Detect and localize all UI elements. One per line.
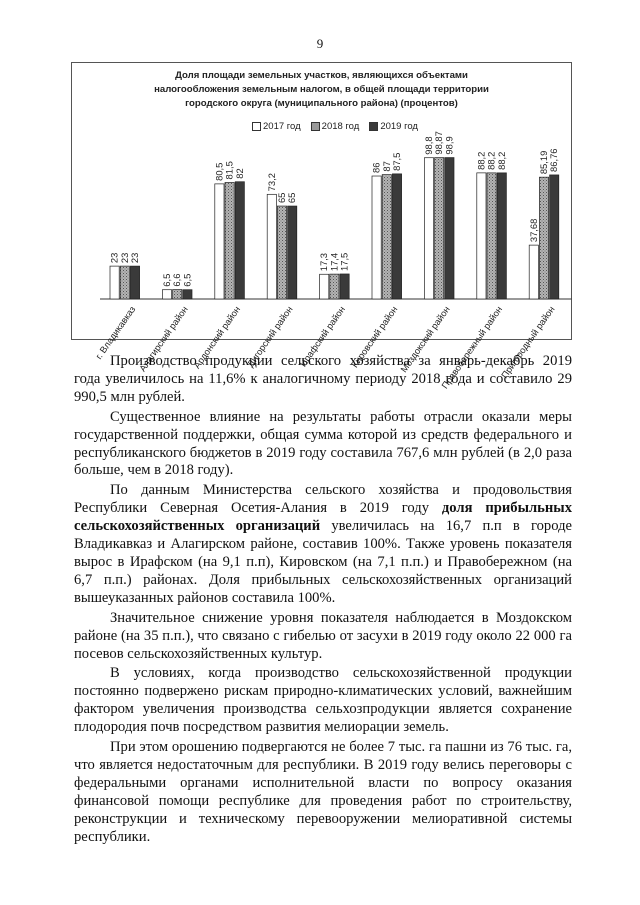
chart-title-line: налогообложения земельным налогом, в общей площади территории — [154, 84, 489, 95]
data-label: 88,2 — [475, 151, 487, 170]
category-label: Ирафский район — [297, 304, 348, 369]
bar — [424, 158, 433, 299]
bar — [382, 175, 391, 299]
bar — [288, 206, 297, 299]
bold-run: доля прибыльных сельскохозяйственных организаций — [74, 500, 572, 535]
bar — [162, 290, 171, 299]
text-run: При этом орошению подвергаются не более 7 тыс. га пашни из 76 тыс. га, что является недостаточным для республики. В 2019 году велись переговоры с федеральными органами исполнительной власти по вопросу оказания финансовой помощи республике для проведения работ по строительству, реконструкции и техническому перевооружении мелиоративной системы республики. — [74, 739, 572, 845]
body-text — [74, 353, 572, 848]
legend-label: 2017 год — [263, 121, 301, 132]
text-run: По данным Министерства сельского хозяйства и продовольствия Республики Северная Осетия-Алания в 2019 году — [74, 482, 572, 517]
data-label: 87,5 — [391, 152, 402, 171]
data-label: 65 — [286, 192, 298, 204]
data-label: 65 — [276, 192, 287, 204]
data-label: 88,2 — [495, 151, 507, 170]
data-label: 17,5 — [338, 252, 350, 271]
category-label: Пригородный район — [499, 304, 557, 381]
text-run: В условиях, когда производство сельскохозяйственной продукции постоянно подвержено рискам природно-климатических условий, важнейшим фактором увеличения производства сельхозпродукции является сохранение плодородия почв посредством развития мелиорации земель. — [74, 665, 572, 736]
bar — [372, 176, 381, 299]
data-label: 85,19 — [538, 150, 549, 175]
bar — [392, 174, 401, 299]
bar — [215, 184, 224, 299]
paragraph — [74, 353, 572, 407]
bar — [130, 266, 139, 299]
bar — [445, 158, 454, 299]
bar — [340, 274, 349, 299]
legend-label: 2018 год — [321, 121, 360, 132]
bar — [539, 177, 548, 299]
paragraph — [74, 739, 572, 846]
bar — [529, 245, 538, 299]
bar — [225, 182, 234, 299]
paragraph — [74, 482, 572, 607]
data-label: 6,6 — [171, 273, 183, 287]
category-label: Моздокский район — [398, 304, 452, 375]
paragraph — [74, 610, 572, 664]
data-label: 23 — [129, 252, 140, 264]
data-label: 37,68 — [527, 218, 539, 243]
data-label: 81,5 — [223, 161, 235, 180]
bar — [183, 290, 192, 299]
bar — [120, 266, 129, 299]
data-label: 23 — [108, 252, 120, 264]
text-run: увеличилась на 16,7 п.п в городе Владикавказ и Алагирском районе, составив 100%. Также уровень показателя вырос в Ирафском (на 9,1 п.п), Кировском (на 7,1 п.п.) и Правобережном (на 6,7 п.п.) районах. Доля прибыльных сельскохозяйственных организаций вышеуказанных районов составила 100%. — [74, 518, 572, 606]
category-label: Алагирский район — [137, 304, 190, 374]
data-label: 86,76 — [548, 148, 560, 172]
category-label: г. Владикавказ — [93, 304, 138, 361]
text-run: Существенное влияние на результаты работы отрасли оказали меры государственной поддержки, общая сумма которой из средств федерального и республиканского бюджетов в 2019 году составила 767,6 млн рублей (в 2,0 раза больше, чем в 2018 году). — [74, 408, 572, 479]
bar — [267, 194, 276, 299]
paragraph — [74, 409, 572, 481]
data-label: 88,2 — [485, 151, 497, 170]
data-label: 87 — [380, 161, 392, 172]
page-number: 9 — [316, 36, 324, 51]
category-label: Дигорский район — [245, 304, 295, 369]
text-run: Значительное снижение уровня показателя наблюдается в Моздокском районе (на 35 п.п.), что связано с гибелью от засухи в 2019 году около 22 000 га посевов сельскохозяйственных культур. — [74, 609, 572, 662]
bar — [330, 274, 339, 299]
text-run: Производство продукции сельского хозяйства за январь-декабрь 2019 года увеличилось на 11,6% к аналогичному периоду 2018 года и составило 29 990,5 млн рублей. — [74, 353, 572, 405]
bar — [477, 173, 486, 299]
chart-title-line: Доля площади земельных участков, являющихся объектами — [175, 70, 468, 81]
bar — [487, 173, 496, 299]
data-label: 17,3 — [318, 253, 330, 272]
bar — [550, 175, 559, 299]
data-label: 23 — [118, 252, 130, 264]
legend-label: 2019 год — [380, 121, 418, 132]
bar — [435, 158, 444, 299]
data-label: 86 — [370, 162, 382, 174]
data-label: 6,5 — [181, 273, 193, 287]
bar — [497, 173, 506, 299]
bar — [277, 206, 286, 299]
bar — [173, 290, 182, 299]
data-label: 80,5 — [213, 162, 225, 181]
bar — [235, 182, 244, 299]
data-label: 98,87 — [433, 131, 445, 155]
category-label: Ардонский район — [191, 304, 243, 371]
chart-title-line: городского округа (муниципального района) (процентов) — [185, 98, 458, 109]
data-label: 98,9 — [443, 136, 455, 155]
paragraph — [74, 665, 572, 737]
bar — [320, 274, 329, 299]
data-label: 6,5 — [161, 273, 172, 287]
category-label: Правобережный район — [439, 304, 505, 391]
category-label: Кировский район — [349, 304, 400, 370]
data-label: 82 — [233, 168, 245, 179]
data-label: 17,4 — [328, 252, 340, 272]
data-label: 98,8 — [423, 136, 434, 155]
data-label: 73,2 — [265, 173, 277, 192]
bar — [110, 266, 119, 299]
